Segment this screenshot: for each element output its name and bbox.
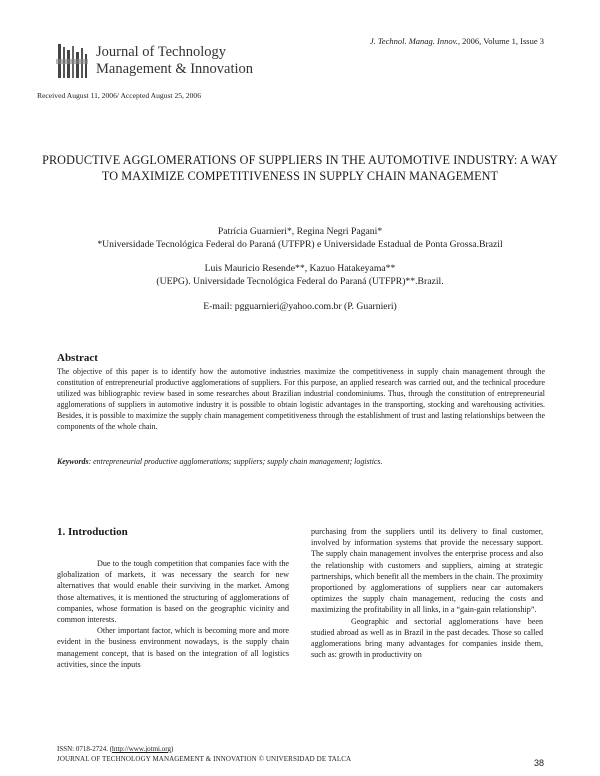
volume-info: 2006, Volume 1, Issue 3 <box>462 36 544 46</box>
issn-text: ISSN: 0718-2724. ( <box>57 745 113 753</box>
affiliation-1: *Universidade Tecnológica Federal do Paraná (UTFPR) e Universidade Estadual de Ponta Grossa.Brazil <box>97 239 503 250</box>
contact-email: E-mail: pgguarnieri@yahoo.com.br (P. Guarnieri) <box>203 301 397 312</box>
left-column <box>57 558 289 670</box>
keywords-list: : entrepreneurial productive agglomerations; suppliers; supply chain management; logistics. <box>88 457 383 466</box>
authors-line-2: Luis Mauricio Resende**, Kazuo Hatakeyama** <box>204 263 396 274</box>
journal-abbrev: J. Technol. Manag. Innov., <box>369 36 461 46</box>
paragraph: Due to the tough competition that companies face with the globalization of markets, it was necessary the search for new alternatives that would enable their surviving in the market. Among those alternatives, it is mentioned the structuring of agglomerations of companies, whose formation is based on the geographic vicinity and common interests. <box>57 559 289 625</box>
issn-line <box>57 745 173 753</box>
journal-logo <box>56 42 302 82</box>
abstract-heading: Abstract <box>57 352 98 364</box>
keywords-label: Keywords <box>57 457 89 466</box>
publisher-line: JOURNAL OF TECHNOLOGY MANAGEMENT & INNOVATION © UNIVERSIDAD DE TALCA <box>57 755 352 763</box>
journal-logo-icon <box>56 42 88 80</box>
logo-text <box>96 44 253 78</box>
abstract-body: The objective of this paper is to identify how the automotive industries maximize the competitiveness in supply chain management through the constitution of entrepreneurial productive agglomerations of suppliers. For this purpose, an applied research was carried out, and the technical procedure utilized was bibliographic review based in some researches about Brazilian industrial condominiums. Thus, through the constitution of entrepreneurial agglomerations of suppliers in automotive industry it is possible to obtain logistic advantages in the transporting, stocking and warehousing activities. Besides, it is possible to maximize the supply chain management competitiveness through the establishment of trust and lasting relationships between the components of the whole chain. <box>57 367 545 431</box>
authors-line-1: Patrícia Guarnieri*, Regina Negri Pagani* <box>217 226 383 237</box>
keywords <box>57 457 545 466</box>
affiliation-2: (UEPG). Universidade Tecnológica Federal do Paraná (UTFPR)**.Brazil. <box>156 276 444 287</box>
issn-close: ) <box>170 745 174 753</box>
journal-reference <box>370 36 544 46</box>
logo-line-1: Journal of Technology <box>96 44 226 60</box>
received-dates: Received August 11, 2006/ Accepted August 25, 2006 <box>37 91 202 100</box>
paragraph: Other important factor, which is becoming more and more evident in the business environment nowadays, is the supply chain management concept, that is based on the integration of all logistics activities, since the inputs <box>57 626 289 669</box>
intro-heading: 1. Introduction <box>57 526 128 538</box>
paper-title: PRODUCTIVE AGGLOMERATIONS OF SUPPLIERS IN THE AUTOMOTIVE INDUSTRY: A WAY TO MAXIMIZE COMPETITIVENESS IN SUPPLY CHAIN MANAGEMENT <box>42 153 558 183</box>
right-column <box>311 526 543 660</box>
journal-url-link[interactable]: http://www.jotmi.org <box>112 745 171 753</box>
paragraph: Geographic and sectorial agglomerations have been studied abroad as well as in Brazil in the past decades. Those so called agglomerations bring many advantages for companies inside them, such as: growth in productivity on <box>311 616 543 660</box>
paragraph: purchasing from the suppliers until its delivery to final customer, involved by information systems that provide the necessary support. The supply chain management involves the enterprise process and also the relationship with customers and suppliers, aiming at strategic partnerships, which benefit all the members in the chain. The proximity proportioned by agglomerations of suppliers near car automakers optimizes the supply chain management, reducing the costs and maximizing the profitability in all links, in a “gain-gain relationship”. <box>311 527 543 615</box>
page-number: 38 <box>533 758 544 768</box>
logo-line-2: Management & Innovation <box>96 61 254 77</box>
